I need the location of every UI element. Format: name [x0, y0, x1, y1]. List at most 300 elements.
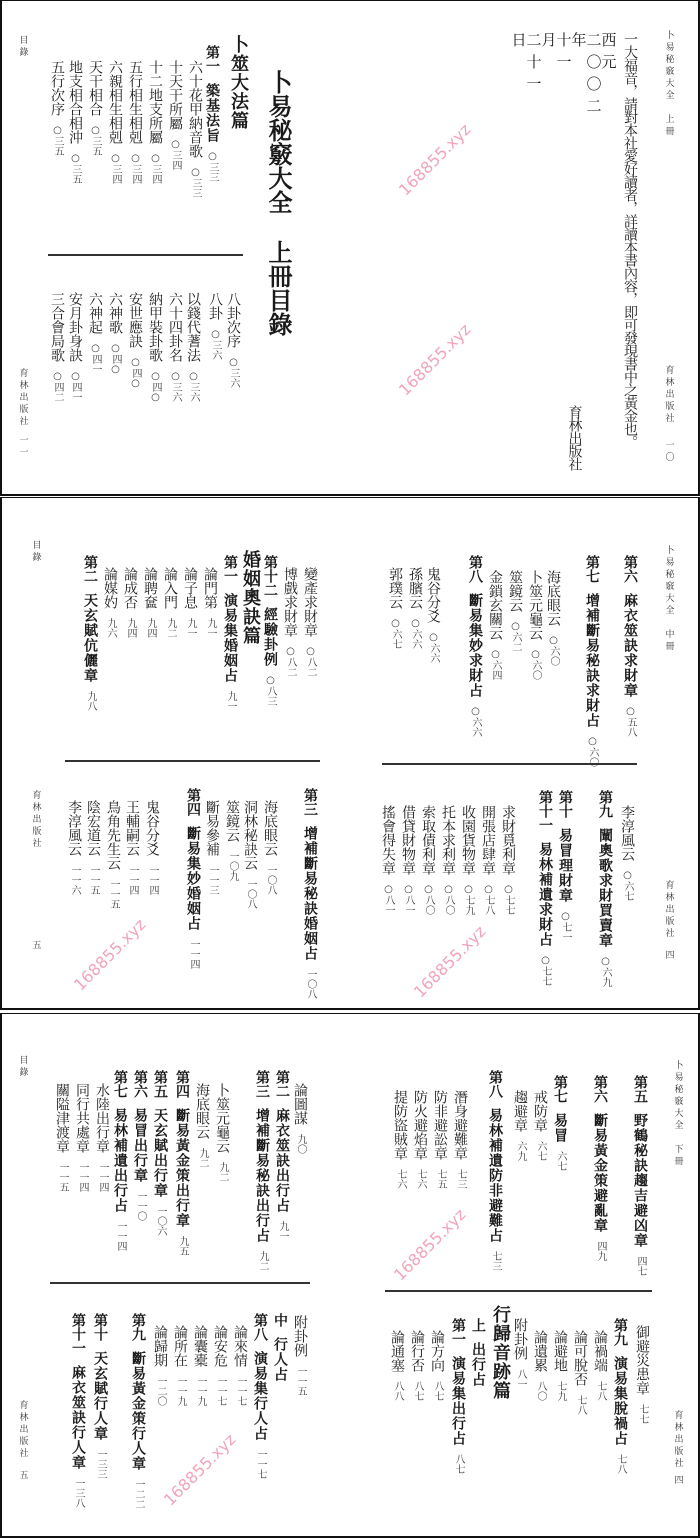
toc-chapter [553, 1075, 567, 1171]
chapter-number: 第七 [112, 1070, 128, 1098]
entry-title: 論歸期 [152, 1325, 168, 1367]
entry-page-number: 八七 [453, 1454, 464, 1474]
footer-publisher: 育林出版社 [30, 790, 41, 850]
entry-page-number: 九一 [185, 618, 196, 638]
entry-page-number: ○三五 [52, 125, 63, 156]
entry-page-number: 一三八 [73, 1478, 84, 1508]
entry-page-number: 九四 [125, 618, 136, 638]
date-part: 年 [569, 32, 588, 54]
entry-title: 論避地 [552, 1330, 568, 1372]
toc-item [226, 292, 240, 388]
toc-item [508, 570, 522, 652]
toc-item [183, 567, 197, 638]
chapter-number: 第七 [552, 1075, 568, 1103]
toc-item [67, 800, 81, 895]
chapter-number: 第十二 [262, 555, 278, 597]
entry-page-number: ○八〇 [443, 884, 454, 915]
chapter-number: 第九 [130, 1313, 146, 1341]
section-divider [48, 254, 243, 256]
entry-page-number: 七八 [575, 1395, 586, 1415]
entry-page-number: ○八三 [265, 675, 276, 706]
entry-page-number: 四九 [595, 1241, 606, 1261]
toc-item [593, 1330, 607, 1401]
entry-page-number: 八八 [392, 1381, 403, 1401]
toc-item [533, 1090, 547, 1161]
entry-title: 論圖謀 [292, 1083, 308, 1125]
entry-title: 防火避焰章 [412, 1090, 428, 1160]
toc-item [225, 800, 239, 881]
date-part: 二十一 [524, 32, 543, 98]
entry-title: 開張店肆章 [480, 805, 496, 875]
entry-page-number: ○四○ [130, 357, 141, 389]
entry-title: 提防盜賊章 [392, 1090, 408, 1160]
page-number: 一一 [17, 435, 28, 459]
entry-title: 八卦次序 [225, 292, 241, 348]
entry-title: 防非避訟章 [432, 1090, 448, 1160]
entry-page-number: ○六二 [510, 621, 521, 652]
entry-title: 天玄賦出行章 [152, 1108, 168, 1198]
entry-title: 易冒 [552, 1113, 568, 1143]
chapter-number: 第七 [584, 555, 600, 583]
toc-chapter [488, 1070, 502, 1271]
entry-title: 論遺累 [532, 1330, 548, 1372]
section-divider [385, 1290, 652, 1292]
entry-title: 經驗卦例 [262, 607, 278, 667]
toc-chapter [585, 555, 599, 767]
toc-item [213, 1325, 227, 1406]
entry-title: 易林補遺防非避難占 [487, 1108, 503, 1243]
entry-page-number: 一一七 [215, 1376, 226, 1406]
section-divider [65, 760, 320, 762]
toc-item [461, 805, 475, 915]
chapter-number: 第八 [252, 1313, 268, 1341]
entry-page-number: 八〇 [535, 1381, 546, 1401]
entry-title: 論禍端 [592, 1330, 608, 1372]
entry-title: 附卦例 [512, 1318, 528, 1360]
page-number: 一〇 [663, 440, 674, 464]
entry-page-number: ○六〇 [530, 649, 541, 680]
entry-title: 三合會局歌 [49, 292, 65, 362]
toc-item [103, 567, 117, 638]
entry-title: 十天干所屬 [167, 60, 183, 130]
entry-title: 變產求財章 [302, 567, 318, 637]
entry-page-number: 一〇八 [265, 865, 276, 895]
toc-item [208, 292, 222, 360]
entry-title: 六神歌 [107, 292, 123, 334]
entry-page-number: 一一七 [235, 1376, 246, 1406]
running-header: 卜易秘竅大全 中冊 [663, 545, 674, 653]
publication-date [511, 32, 616, 142]
entry-title: 王輔嗣云 [124, 800, 140, 856]
toc-item [401, 805, 415, 915]
entry-title: 搖會得失章 [380, 805, 396, 875]
entry-title: 鳥角先生云 [105, 800, 121, 870]
chapter-number: 第一 [204, 45, 220, 73]
toc-item [553, 1330, 567, 1401]
entry-title: 論聘奩 [142, 567, 158, 609]
entry-page-number: ○六六 [470, 706, 481, 737]
entry-page-number: 九八 [85, 691, 96, 711]
entry-page-number: ○六七 [622, 870, 633, 901]
entry-page-number: 一一三 [207, 865, 218, 895]
toc-chapter [303, 788, 317, 999]
entry-page-number: ○六〇 [587, 736, 598, 767]
page-number: 四 [663, 950, 674, 962]
toc-chapter [451, 1318, 465, 1474]
entry-title: 斷易集妙求財占 [467, 593, 483, 698]
entry-page-number: 一一四 [188, 939, 199, 969]
entry-page-number: 九二 [217, 1162, 228, 1182]
chapter-number: 第六 [132, 1070, 148, 1098]
notice-text: 一大福音，請對本社愛好讀者，詳讀本書內容，即可發現書中之黃金也。 [622, 32, 638, 448]
toc-item [128, 292, 142, 389]
section-heading: 婚姻奧訣篇 [240, 550, 261, 645]
entry-page-number: ○七七 [540, 955, 551, 986]
entry-title: 增補斷易秘訣求財占 [584, 593, 600, 728]
date-part: 十一 [554, 32, 573, 76]
entry-page-number: 一〇九 [227, 851, 238, 881]
date-part: 二〇〇二 [584, 32, 603, 120]
chapter-number: 第二 [274, 1070, 290, 1098]
entry-title: 鬼谷分爻 [144, 800, 160, 856]
toc-item [533, 1330, 547, 1401]
toc-item [513, 1090, 527, 1161]
running-header: 目錄 [17, 1055, 28, 1079]
entry-page-number: 一〇八 [305, 969, 316, 999]
toc-item [86, 800, 100, 895]
toc-chapter [93, 1313, 107, 1479]
footer-publisher: 育林出版社 [663, 365, 674, 425]
entry-title: 演易集脫禍占 [612, 1356, 628, 1446]
entry-title: 郭璞云 [387, 567, 403, 609]
entry-title: 出行占 [470, 1342, 486, 1387]
entry-page-number: ○六七 [390, 618, 401, 649]
entry-title: 麻衣筮訣出行占 [274, 1108, 290, 1213]
toc-chapter [471, 1318, 485, 1387]
entry-title: 論所在 [172, 1325, 188, 1367]
toc-item [433, 1090, 447, 1189]
volume-subtitle: 上冊目錄 [264, 240, 293, 336]
publisher-name: 育林出版社 [566, 405, 583, 470]
toc-chapter [113, 1070, 127, 1251]
toc-chapter [186, 788, 200, 969]
toc-chapter [558, 790, 572, 942]
watermark: 168855.xyz [159, 1429, 240, 1510]
entry-title: 借貸財物章 [400, 805, 416, 875]
toc-item [293, 1315, 307, 1396]
toc-item [205, 800, 219, 895]
toc-item [163, 567, 177, 638]
entry-page-number: 七三 [490, 1251, 501, 1271]
toc-item [88, 60, 102, 156]
entry-page-number: 一二二 [133, 1479, 144, 1509]
page-number: 四 [672, 1475, 683, 1487]
chapter-number: 第九 [612, 1318, 628, 1346]
entry-title: 安月卦身訣 [67, 292, 83, 362]
toc-chapter [468, 555, 482, 737]
entry-page-number: 一二〇 [155, 1376, 166, 1406]
chapter-number: 第九 [597, 790, 613, 818]
footer-publisher: 育林出版社 [17, 368, 28, 428]
entry-title: 地支相合相沖 [67, 60, 83, 144]
toc-chapter [275, 1070, 289, 1241]
entry-page-number: 一一七 [255, 1449, 266, 1479]
date-part: 西元 [599, 32, 618, 76]
entry-title: 築基法旨 [204, 83, 220, 143]
entry-title: 收園貨物章 [460, 805, 476, 875]
entry-page-number: 一一四 [97, 1162, 108, 1192]
toc-item [573, 1330, 587, 1415]
toc-item [283, 567, 297, 677]
toc-item [501, 805, 515, 915]
section-heading: 卜筮大法篇 [228, 35, 249, 130]
toc-item [393, 1090, 407, 1189]
toc-item [106, 800, 120, 909]
entry-title: 海底眼云 [194, 1083, 210, 1139]
toc-item [421, 805, 435, 915]
entry-title: 論成否 [122, 567, 138, 609]
entry-title: 論媒妁 [102, 567, 118, 609]
entry-title: 論入門 [162, 567, 178, 609]
entry-title: 論來情 [232, 1325, 248, 1367]
toc-item [68, 292, 82, 402]
entry-page-number: ○八二 [305, 646, 316, 677]
chapter-number: 第一 [222, 555, 238, 583]
entry-title: 五行相生相剋 [127, 60, 143, 144]
entry-title: 金鎖玄關云 [487, 570, 503, 640]
entry-page-number: ○三四 [130, 153, 141, 184]
chapter-number: 第五 [152, 1070, 168, 1098]
toc-item [75, 1083, 89, 1192]
toc-item [408, 567, 422, 649]
entry-title: 鬼谷分爻 [425, 567, 441, 623]
entry-page-number: 九一 [225, 691, 236, 711]
entry-title: 博戲求財章 [282, 567, 298, 637]
toc-item [95, 1083, 109, 1192]
entry-title: 陰宏道云 [85, 800, 101, 856]
entry-title: 論門第 [202, 567, 218, 609]
toc-item [410, 1330, 424, 1401]
chapter-number: 第四 [174, 1070, 190, 1098]
toc-chapter [598, 790, 612, 987]
entry-page-number: ○三三 [190, 167, 201, 198]
toc-item [620, 805, 634, 901]
watermark: 168855.xyz [389, 1204, 470, 1285]
chapter-number: 第六 [592, 1075, 608, 1103]
toc-chapter [273, 1313, 287, 1382]
toc-item [88, 292, 102, 374]
entry-title: 安世應訣 [127, 292, 143, 348]
entry-page-number: ○三四 [110, 153, 121, 184]
entry-page-number: 一一五 [108, 879, 119, 909]
entry-page-number: 九二 [257, 1251, 268, 1271]
entry-page-number: 七五 [435, 1169, 446, 1189]
watermark: 168855.xyz [394, 119, 475, 200]
entry-title: 易林補遺求財占 [537, 842, 553, 947]
entry-page-number: 九一 [205, 618, 216, 638]
entry-title: 李淳風云 [66, 800, 82, 856]
chapter-number: 第十 [92, 1313, 108, 1341]
footer-publisher: 育林出版社 [17, 1400, 28, 1460]
entry-title: 關隘津渡章 [54, 1083, 70, 1153]
chapter-number: 第三 [302, 788, 318, 816]
toc-item [148, 60, 162, 184]
volume-title: 卜易秘竅大全 [264, 70, 293, 214]
toc-item [426, 567, 440, 663]
toc-item [441, 805, 455, 915]
entry-page-number: ○三六 [188, 371, 199, 402]
entry-page-number: 八一 [515, 1369, 526, 1389]
toc-item [123, 567, 137, 638]
entry-title: 托本求利章 [440, 805, 456, 875]
toc-chapter [205, 45, 219, 182]
toc-item [68, 60, 82, 184]
entry-page-number: ○三三 [207, 151, 218, 182]
entry-title: 論囊橐 [192, 1325, 208, 1367]
entry-page-number: 一一九 [195, 1376, 206, 1406]
entry-page-number: ○八一 [383, 884, 394, 915]
entry-page-number: 六七 [535, 1141, 546, 1161]
toc-item [413, 1090, 427, 1189]
watermark: 168855.xyz [409, 921, 490, 1002]
entry-title: 易冒出行章 [132, 1108, 148, 1183]
entry-title: 易冒理財章 [557, 828, 573, 903]
toc-item [635, 1325, 649, 1424]
toc-chapter [593, 1075, 607, 1261]
running-header: 卜易秘竅大全 下冊 [672, 1060, 683, 1168]
toc-item [243, 800, 257, 909]
toc-item [293, 1083, 307, 1154]
entry-page-number: ○五八 [625, 706, 636, 737]
entry-page-number: 六七 [555, 1151, 566, 1171]
date-part: 月 [539, 32, 558, 54]
entry-page-number: ○四二 [52, 371, 63, 402]
entry-page-number: ○六〇 [548, 635, 559, 666]
toc-item [108, 292, 122, 375]
toc-chapter [253, 1313, 267, 1479]
toc-item [193, 1325, 207, 1406]
date-part: 日 [509, 32, 528, 54]
toc-item [153, 1325, 167, 1406]
entry-title: 演易集婚姻占 [222, 593, 238, 683]
entry-page-number: ○六六 [410, 618, 421, 649]
entry-page-number: 四七 [635, 1256, 646, 1276]
entry-page-number: ○八〇 [423, 884, 434, 915]
entry-page-number: ○三六 [170, 371, 181, 402]
page-number: 五 [30, 940, 41, 952]
running-header: 目錄 [17, 35, 28, 59]
entry-title: 麻衣筮訣求財章 [622, 593, 638, 698]
entry-page-number: 一一五 [57, 1162, 68, 1192]
toc-item [453, 1090, 467, 1189]
entry-title: 論安危 [212, 1325, 228, 1367]
toc-chapter [538, 790, 552, 986]
chapter-number: 第一 [450, 1318, 466, 1346]
entry-page-number: ○七八 [483, 884, 494, 915]
chapter-number: 中 [272, 1313, 288, 1327]
entry-title: 易林補遺出行占 [112, 1108, 128, 1213]
running-header: 卜易秘竅大全 上冊 [663, 30, 674, 138]
entry-page-number: 一三三 [95, 1449, 106, 1479]
entry-page-number: 一一五 [295, 1366, 306, 1396]
entry-title: 海底眼云 [545, 570, 561, 626]
entry-title: 索取債利章 [420, 805, 436, 875]
entry-title: 天干相合 [87, 60, 103, 116]
entry-page-number: ○四一 [90, 343, 101, 374]
toc-item [303, 567, 317, 677]
toc-item [388, 567, 402, 649]
entry-title: 筮鏡云 [224, 800, 240, 842]
entry-page-number: 九六 [105, 618, 116, 638]
toc-chapter [131, 1313, 145, 1509]
toc-item [50, 60, 64, 156]
entry-title: 論子息 [182, 567, 198, 609]
entry-title: 李淳風云 [619, 805, 635, 861]
entry-page-number: 一〇八 [245, 879, 256, 909]
chapter-number: 第十一 [70, 1313, 86, 1355]
toc-item [513, 1318, 527, 1389]
toc-item [128, 60, 142, 184]
entry-title: 增補斷易秘訣婚姻占 [302, 826, 318, 961]
entry-page-number: 七六 [395, 1169, 406, 1189]
entry-title: 孫臏云 [407, 567, 423, 609]
toc-item [50, 292, 64, 402]
toc-item [145, 800, 159, 895]
toc-chapter [623, 555, 637, 737]
chapter-number: 第六 [622, 555, 638, 583]
entry-page-number: 八七 [412, 1381, 423, 1401]
toc-chapter [71, 1313, 85, 1508]
toc-item [173, 1325, 187, 1406]
toc-item [528, 570, 542, 680]
entry-title: 卜筮元龜云 [527, 570, 543, 640]
chapter-number: 第十一 [537, 790, 553, 832]
entry-page-number: 一一四 [147, 865, 158, 895]
entry-title: 六親相生相剋 [107, 60, 123, 144]
entry-page-number: 七八 [615, 1454, 626, 1474]
entry-page-number: ○三五 [90, 125, 101, 156]
footer-publisher: 育林出版社 [663, 880, 674, 940]
footer-publisher: 育林出版社 [672, 1410, 683, 1470]
toc-chapter [613, 1318, 627, 1474]
toc-chapter [223, 555, 237, 711]
entry-title: 論行否 [409, 1330, 425, 1372]
entry-page-number: 六九 [515, 1141, 526, 1161]
entry-page-number: ○七九 [463, 884, 474, 915]
entry-title: 論可脫否 [572, 1330, 588, 1386]
toc-chapter [263, 555, 277, 706]
chapter-number: 第八 [467, 555, 483, 583]
entry-page-number: 一一九 [175, 1376, 186, 1406]
entry-title: 增補斷易秘訣出行占 [254, 1108, 270, 1243]
entry-page-number: 七六 [415, 1169, 426, 1189]
toc-item [188, 60, 202, 198]
entry-page-number: 一一四 [127, 865, 138, 895]
entry-page-number: ○三六 [228, 357, 239, 388]
entry-title: 論通塞 [389, 1330, 405, 1372]
entry-page-number: 七三 [455, 1169, 466, 1189]
entry-page-number: ○七七 [503, 884, 514, 915]
entry-title: 闡奧歌求財買賣章 [597, 828, 613, 948]
entry-page-number: 九一 [277, 1221, 288, 1241]
toc-item [481, 805, 495, 915]
toc-item [143, 567, 157, 638]
page-number: 五 [17, 1470, 28, 1482]
entry-page-number: 九五 [177, 1236, 188, 1256]
toc-chapter [175, 1070, 189, 1256]
entry-title: 洞林秘訣云 [242, 800, 258, 870]
toc-item [263, 800, 277, 895]
